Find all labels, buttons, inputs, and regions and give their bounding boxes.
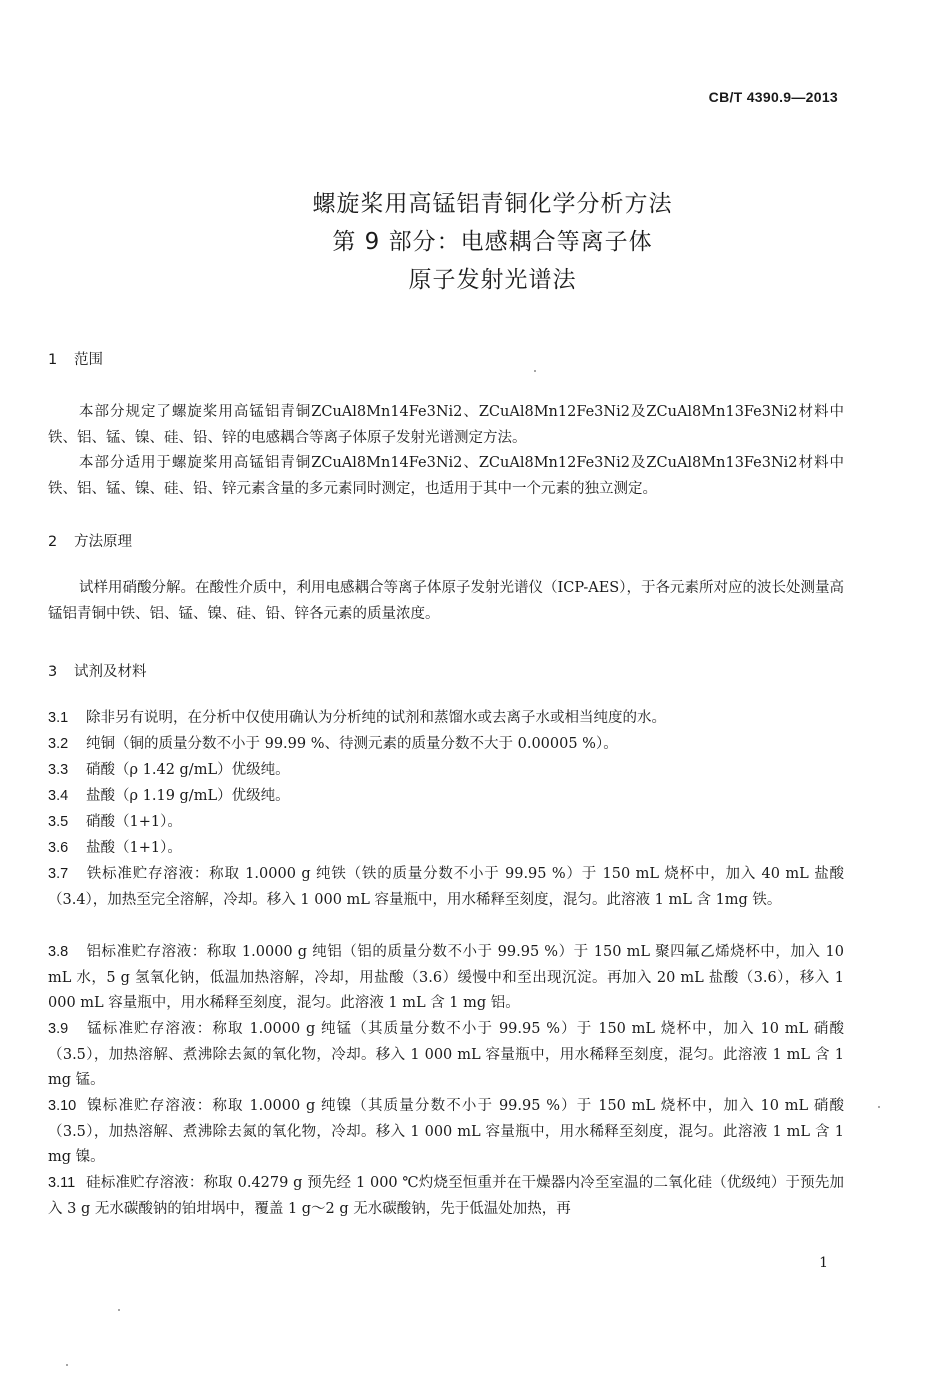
section-1-number: 1 [48, 352, 58, 368]
clause-3-6 [48, 836, 844, 862]
clause-3-1 [48, 706, 844, 732]
title-line-2: 第 9 部分：电感耦合等离子体 [332, 229, 653, 255]
clause-text: 硅标准贮存溶液：称取 0.4279 g 预先经 1 000 ℃灼烧至恒重并在干燥器内冷至室温的二氧化硅（优级纯）于预先加入 3 g 无水碳酸钠的铂坩埚中，覆盖 1 g～2 g 无水碳酸钠，先于低温处加热，再 [48, 1175, 844, 1217]
section-2-number: 2 [48, 534, 58, 550]
clause-number: 3.3 [48, 762, 69, 778]
clause-3-7 [48, 862, 844, 913]
section-3-title: 试剂及材料 [74, 664, 147, 680]
clause-3-10 [48, 1094, 844, 1171]
clause-text: 锰标准贮存溶液：称取 1.0000 g 纯锰（其质量分数不小于 99.95 %）于 150 mL 烧杯中，加入 10 mL 硝酸（3.5），加热溶解、煮沸除去氮的氧化物，冷却。移入 1 000 mL 容量瓶中，用水稀释至刻度，混匀。此溶液 1 mL 含 1 mg 锰。 [48, 1021, 844, 1088]
clause-number: 3.9 [48, 1021, 69, 1037]
clause-text: 镍标准贮存溶液：称取 1.0000 g 纯镍（其质量分数不小于 99.95 %）于 150 mL 烧杯中，加入 10 mL 硝酸（3.5），加热溶解、煮沸除去氮的氧化物，冷却。移入 1 000 mL 容量瓶中，用水稀释至刻度，混匀。此溶液 1 mL 含 1 mg 镍。 [48, 1098, 844, 1165]
clause-number: 3.10 [48, 1098, 77, 1114]
clause-3-2 [48, 732, 844, 758]
title-line-1: 螺旋桨用高锰铝青铜化学分析方法 [312, 191, 673, 217]
document-title [0, 185, 950, 299]
clause-number: 3.4 [48, 788, 69, 804]
section-3-heading [48, 660, 147, 681]
clause-3-3 [48, 758, 844, 784]
section-2-paragraph-1: 试样用硝酸分解。在酸性介质中，利用电感耦合等离子体原子发射光谱仪（ICP-AES），于各元素所对应的波长处测量高锰铝青铜中铁、铝、锰、镍、硅、铅、锌各元素的质量浓度。 [48, 580, 844, 622]
section-2-title: 方法原理 [74, 534, 132, 550]
clause-3-8 [48, 940, 844, 1017]
clause-number: 3.8 [48, 944, 69, 960]
clause-number: 3.5 [48, 814, 69, 830]
section-1-title: 范围 [74, 352, 103, 368]
clause-number: 3.7 [48, 866, 69, 882]
clause-number: 3.11 [48, 1175, 76, 1191]
standard-code: CB/T 4390.9—2013 [708, 89, 838, 105]
clause-3-4 [48, 784, 844, 810]
clause-3-5 [48, 810, 844, 836]
scan-speck [66, 1364, 68, 1366]
clause-text: 除非另有说明，在分析中仅使用确认为分析纯的试剂和蒸馏水或去离子水或相当纯度的水。 [86, 710, 666, 726]
clause-number: 3.2 [48, 736, 69, 752]
clause-text: 盐酸（1+1）。 [86, 840, 182, 856]
clause-text: 硝酸（ρ 1.42 g/mL）优级纯。 [86, 762, 290, 778]
clause-text: 盐酸（ρ 1.19 g/mL）优级纯。 [86, 788, 290, 804]
clause-text: 铝标准贮存溶液：称取 1.0000 g 纯铝（铝的质量分数不小于 99.95 %）于 150 mL 聚四氟乙烯烧杯中，加入 10 mL 水，5 g 氢氧化钠，低温加热溶解，冷却，用盐酸（3.6）缓慢中和至出现沉淀。再加入 20 mL 盐酸（3.6），移入 1 000 mL 容量瓶中，用水稀释至刻度，混匀。此溶液 1 mL 含 1 mg 铝。 [48, 944, 844, 1011]
clause-number: 3.1 [48, 710, 69, 726]
section-1-heading [48, 348, 103, 369]
section-1-paragraph-1: 本部分规定了螺旋桨用高锰铝青铜ZCuAl8Mn14Fe3Ni2、ZCuAl8Mn12Fe3Ni2及ZCuAl8Mn13Fe3Ni2材料中铁、铝、锰、镍、硅、铅、锌的电感耦合等离子体原子发射光谱测定方法。 [48, 404, 844, 446]
page-number: 1 [819, 1255, 828, 1271]
scan-speck [118, 1309, 120, 1311]
scan-speck [534, 370, 536, 372]
clause-3-9 [48, 1017, 844, 1094]
clause-text: 铁标准贮存溶液：称取 1.0000 g 纯铁（铁的质量分数不小于 99.95 %）于 150 mL 烧杯中，加入 40 mL 盐酸（3.4），加热至完全溶解，冷却。移入 1 000 mL 容量瓶中，用水稀释至刻度，混匀。此溶液 1 mL 含 1mg 铁。 [48, 866, 844, 908]
section-3-number: 3 [48, 664, 58, 680]
title-line-3: 原子发射光谱法 [408, 267, 577, 293]
clause-3-11 [48, 1171, 844, 1222]
clause-number: 3.6 [48, 840, 69, 856]
section-2-heading [48, 530, 132, 551]
clause-text: 纯铜（铜的质量分数不小于 99.99 %、待测元素的质量分数不大于 0.00005 %）。 [86, 736, 618, 752]
clause-text: 硝酸（1+1）。 [86, 814, 182, 830]
section-1-paragraph-2: 本部分适用于螺旋桨用高锰铝青铜ZCuAl8Mn14Fe3Ni2、ZCuAl8Mn12Fe3Ni2及ZCuAl8Mn13Fe3Ni2材料中铁、铝、锰、镍、硅、铅、锌元素含量的多元素同时测定，也适用于其中一个元素的独立测定。 [48, 455, 844, 497]
scan-speck [878, 1106, 880, 1108]
